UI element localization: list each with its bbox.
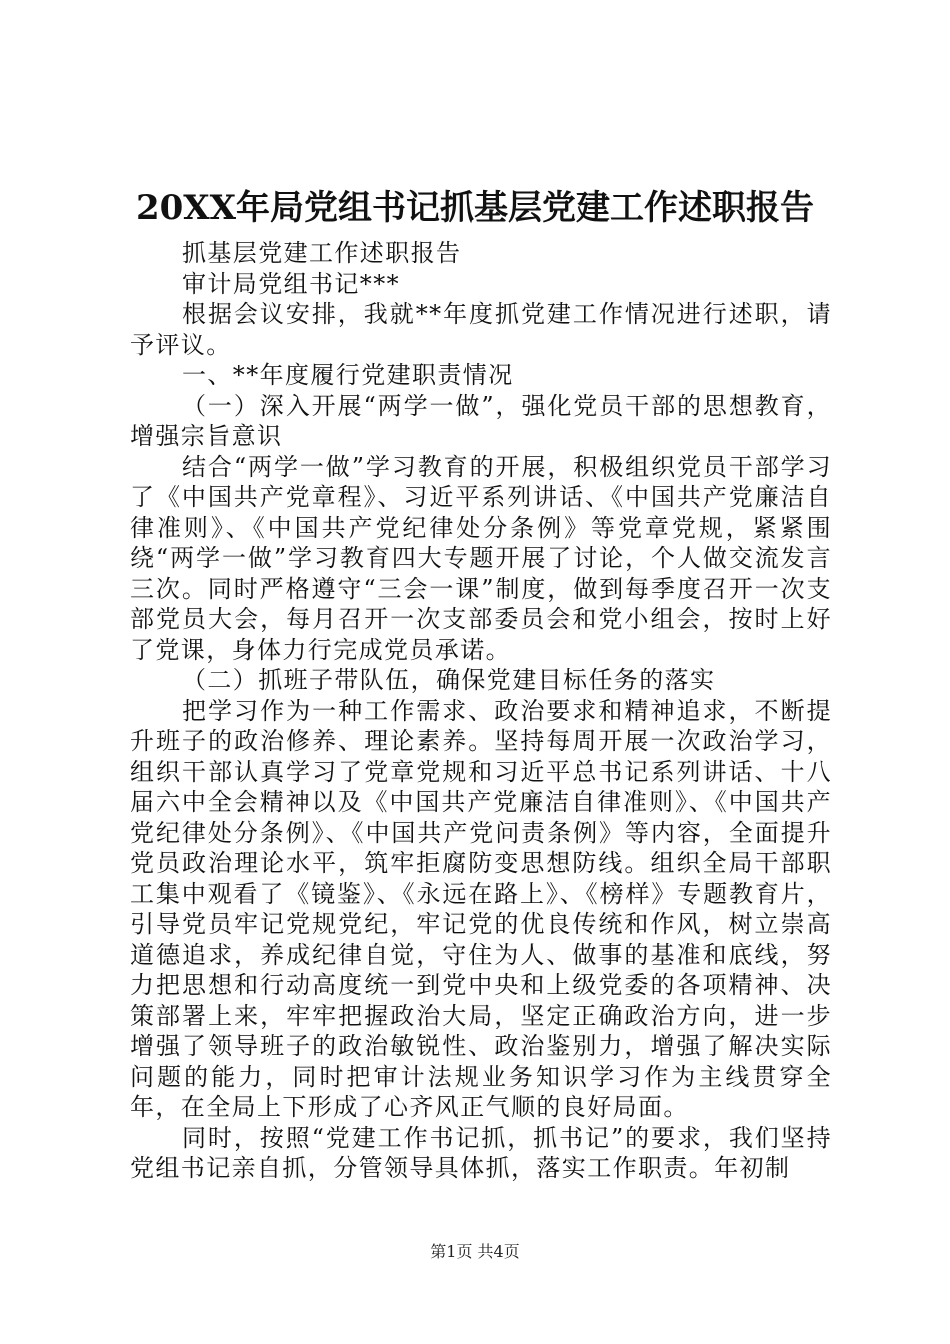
paragraph-body-2: 把学习作为一种工作需求、政治要求和精神追求，不断提升班子的政治修养、理论素养。坚持每周开展一次政治学习，组织干部认真学习了党章党规和习近平总书记系列讲话、十八届六中全会精神以及《中国共产党廉洁自律准则》、《中国共产党纪律处分条例》、《中国共产党问责条例》等内容，全面提升党员政治理论水平，筑牢拒腐防变思想防线。组织全局干部职工集中观看了《镜鉴》、《永远在路上》、《榜样》专题教育片，引导党员牢记党规党纪，牢记党的优良传统和作风，树立崇高道德追求，养成纪律自觉，守住为人、做事的基准和底线，努力把思想和行动高度统一到党中央和上级党委的各项精神、决策部署上来，牢牢把握政治大局，坚定正确政治方向，进一步增强了领导班子的政治敏锐性、政治鉴别力，增强了解决实际问题的能力，同时把审计法规业务知识学习作为主线贯穿全年，在全局上下形成了心齐风正气顺的良好局面。 <box>130 696 832 1121</box>
document-title: 20XX年局党组书记抓基层党建工作述职报告 <box>135 188 815 228</box>
paragraph-body-1: 结合“两学一做”学习教育的开展，积极组织党员干部学习了《中国共产党章程》、习近平系列讲话、《中国共产党廉洁自律准则》、《中国共产党纪律处分条例》等党章党规，紧紧围绕“两学一做”学习教育四大专题开展了讨论，个人做交流发言三次。同时严格遵守“三会一课”制度，做到每季度召开一次支部党员大会，每月召开一次支部委员会和党小组会，按时上好了党课，身体力行完成党员承诺。 <box>130 452 832 664</box>
subsection-heading-2: （二）抓班子带队伍，确保党建目标任务的落实 <box>182 666 716 694</box>
paragraph-intro: 根据会议安排，我就**年度抓党建工作情况进行述职，请予评议。 <box>130 300 832 359</box>
document-body <box>130 238 832 1184</box>
paragraph-subtitle: 抓基层党建工作述职报告 <box>182 239 462 267</box>
section-heading-1: 一、**年度履行党建职责情况 <box>182 361 514 389</box>
paragraph-body-3: 同时，按照“党建工作书记抓，抓书记”的要求，我们坚持党组书记亲自抓，分管领导具体抓，落实工作职责。年初制 <box>130 1123 832 1182</box>
page-footer: 第1页 共4页 <box>430 1242 520 1261</box>
paragraph-author: 审计局党组书记*** <box>182 269 400 298</box>
subsection-heading-1: （一）深入开展“两学一做”，强化党员干部的思想教育，增强宗旨意识 <box>130 391 832 450</box>
